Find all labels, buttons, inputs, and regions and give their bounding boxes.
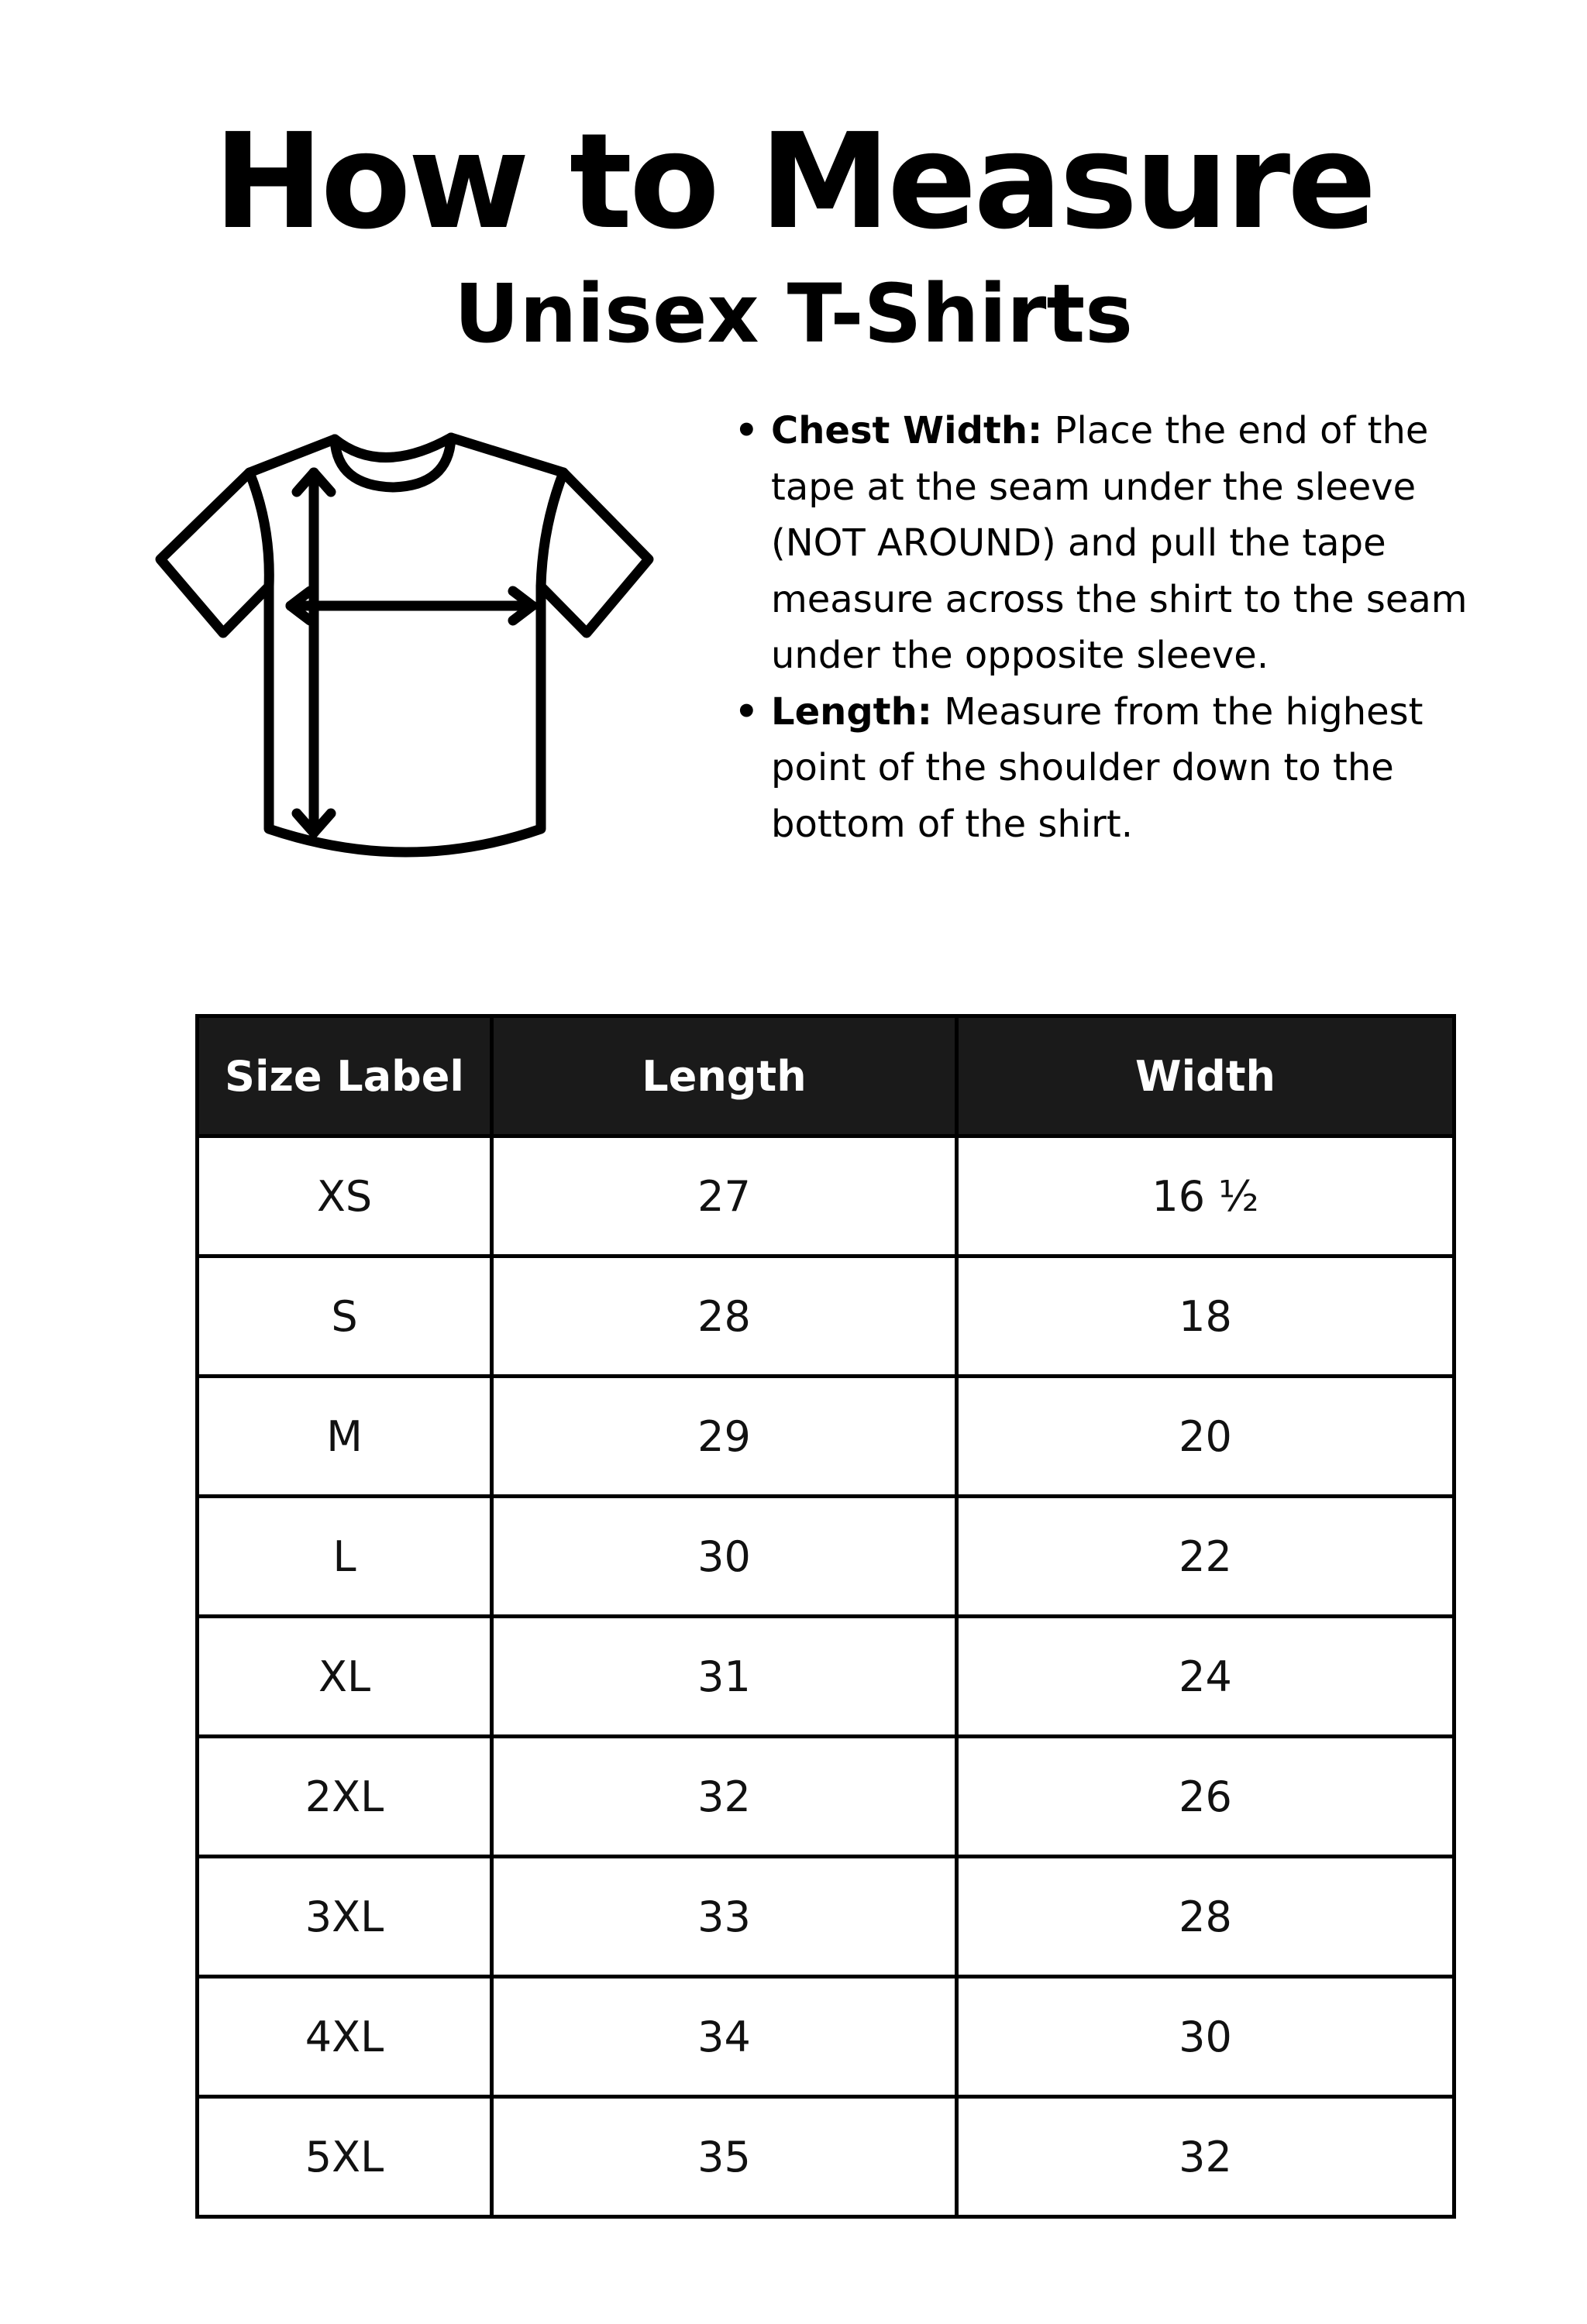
width-cell: 26 <box>957 1737 1454 1857</box>
size-cell: XS <box>198 1136 492 1257</box>
size-cell: XL <box>198 1617 492 1737</box>
length-cell: 27 <box>492 1136 957 1257</box>
width-cell: 32 <box>957 2097 1454 2217</box>
shirt-left-seam <box>250 473 269 586</box>
length-cell: 33 <box>492 1857 957 1977</box>
instruction-text: Place the end of the tape at the seam under the sleeve (NOT AROUND) and pull the tape measure across the shirt to the seam under the opposite sleeve. <box>771 409 1468 677</box>
measure-instructions <box>728 403 1503 852</box>
size-cell: 3XL <box>198 1857 492 1977</box>
width-cell: 20 <box>957 1377 1454 1497</box>
size-cell: S <box>198 1257 492 1377</box>
page-subtitle: Unisex T-Shirts <box>453 266 1134 361</box>
width-cell: 22 <box>957 1497 1454 1617</box>
table-row <box>198 1737 1454 1857</box>
table-row <box>198 1977 1454 2097</box>
size-cell: 5XL <box>198 2097 492 2217</box>
table-header-row <box>198 1016 1454 1136</box>
table-row <box>198 1617 1454 1737</box>
table-row <box>198 1257 1454 1377</box>
size-chart-table <box>195 1014 1456 2219</box>
bullet: • <box>735 689 759 734</box>
width-cell: 16 ½ <box>957 1136 1454 1257</box>
t-shirt-measure-icon <box>151 430 659 883</box>
length-cell: 30 <box>492 1497 957 1617</box>
table-row <box>198 1377 1454 1497</box>
length-cell: 34 <box>492 1977 957 2097</box>
table-row <box>198 1136 1454 1257</box>
instruction-term: Length: <box>771 689 932 734</box>
size-cell: 4XL <box>198 1977 492 2097</box>
width-cell: 30 <box>957 1977 1454 2097</box>
instruction-text: Measure from the highest point of the shoulder down to the bottom of the shirt. <box>771 689 1423 846</box>
header-length: Length <box>492 1016 957 1136</box>
width-cell: 24 <box>957 1617 1454 1737</box>
table-row <box>198 2097 1454 2217</box>
shirt-right-seam <box>541 473 563 586</box>
table-row <box>198 1857 1454 1977</box>
shirt-outline <box>160 438 649 852</box>
length-cell: 31 <box>492 1617 957 1737</box>
length-cell: 32 <box>492 1737 957 1857</box>
header-size-label: Size Label <box>198 1016 492 1136</box>
page-title: How to Measure <box>213 105 1374 259</box>
header-width: Width <box>957 1016 1454 1136</box>
size-cell: 2XL <box>198 1737 492 1857</box>
length-cell: 35 <box>492 2097 957 2217</box>
length-cell: 28 <box>492 1257 957 1377</box>
width-cell: 18 <box>957 1257 1454 1377</box>
width-cell: 28 <box>957 1857 1454 1977</box>
length-cell: 29 <box>492 1377 957 1497</box>
table-row <box>198 1497 1454 1617</box>
instruction-length <box>728 684 1503 853</box>
bullet: • <box>735 409 759 452</box>
size-cell: M <box>198 1377 492 1497</box>
size-cell: L <box>198 1497 492 1617</box>
instruction-term: Chest Width: <box>771 409 1043 452</box>
instruction-chest-width <box>728 403 1503 684</box>
